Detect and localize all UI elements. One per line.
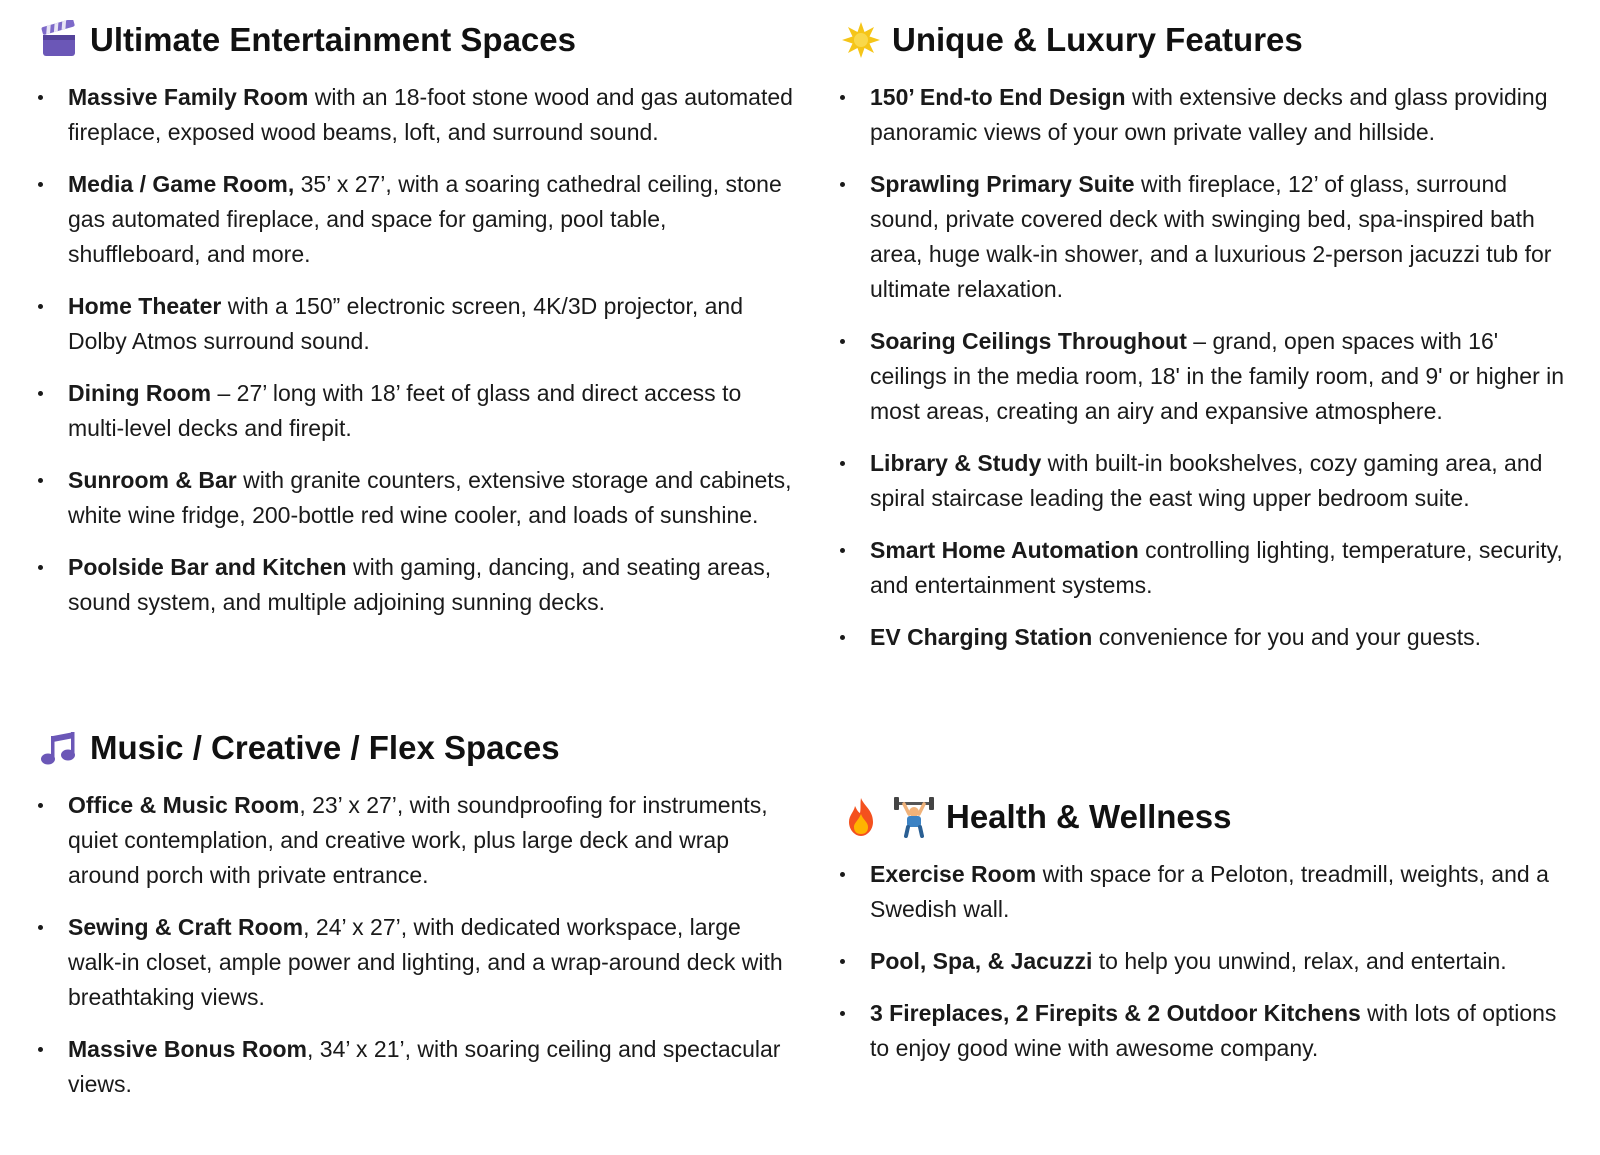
item-description: – 27’ long with 18’ feet of glass and direct access to multi-level decks and firepit. <box>68 380 742 441</box>
item-name: 150’ End-to End Design <box>870 84 1126 110</box>
section-title: Music / Creative / Flex Spaces <box>90 729 560 766</box>
item-description: , 24’ x 27’, with dedicated workspace, large walk-in closet, ample power and lighting, and a wrap-around deck with breathtaking views. <box>68 914 783 1010</box>
list-item <box>840 167 1580 307</box>
section-title: Ultimate Entertainment Spaces <box>90 21 576 58</box>
list-item <box>840 944 1580 979</box>
list-item <box>38 1032 798 1102</box>
section-music <box>38 724 798 1119</box>
list-item <box>840 80 1580 150</box>
section-heading <box>840 16 1580 64</box>
list-item <box>840 533 1580 603</box>
list-item <box>840 620 1580 655</box>
item-description: with gaming, dancing, and seating areas, sound system, and multiple adjoining sunning decks. <box>68 554 772 615</box>
item-description: – grand, open spaces with 16' ceilings in the media room, 18' in the family room, and 9' or higher in most areas, creating an airy and expansive atmosphere. <box>870 328 1565 424</box>
list-item <box>840 324 1580 429</box>
section-title: Unique & Luxury Features <box>892 21 1303 58</box>
item-name: Library & Study <box>870 450 1042 476</box>
section-health <box>840 793 1580 1083</box>
item-description: , 34’ x 21’, with soaring ceiling and spectacular views. <box>68 1036 781 1097</box>
star-burst-icon <box>840 20 882 60</box>
section-entertainment <box>38 16 798 637</box>
item-name: Smart Home Automation <box>870 537 1139 563</box>
item-description: with granite counters, extensive storage and cabinets, white wine fridge, 200-bottle red wine cooler, and loads of sunshine. <box>68 467 792 528</box>
item-list <box>840 857 1580 1066</box>
item-description: to help you unwind, relax, and entertain. <box>1092 948 1507 974</box>
item-name: Sunroom & Bar <box>68 467 237 493</box>
list-item <box>38 910 798 1015</box>
item-name: Massive Family Room <box>68 84 309 110</box>
section-heading <box>840 793 1580 841</box>
section-luxury <box>840 16 1580 672</box>
item-name: Soaring Ceilings Throughout <box>870 328 1187 354</box>
section-heading <box>38 724 798 772</box>
music-notes-icon <box>38 728 80 768</box>
list-item <box>38 80 798 150</box>
list-item <box>38 376 798 446</box>
section-heading <box>38 16 798 64</box>
item-description: with built-in bookshelves, cozy gaming area, and spiral staircase leading the east wing upper bedroom suite. <box>870 450 1543 511</box>
item-description: with a 150” electronic screen, 4K/3D projector, and Dolby Atmos surround sound. <box>68 293 743 354</box>
item-description: with space for a Peloton, treadmill, weights, and a Swedish wall. <box>870 861 1549 922</box>
list-item <box>840 996 1580 1066</box>
list-item <box>38 788 798 893</box>
item-name: Sprawling Primary Suite <box>870 171 1135 197</box>
clapper-board-icon <box>38 20 80 60</box>
item-description: , 23’ x 27’, with soundproofing for instruments, quiet contemplation, and creative work, plus large deck and wrap around porch with private entrance. <box>68 792 768 888</box>
list-item <box>840 857 1580 927</box>
item-description: with extensive decks and glass providing panoramic views of your own private valley and hillside. <box>870 84 1548 145</box>
item-name: Home Theater <box>68 293 222 319</box>
item-list <box>38 788 798 1102</box>
item-name: Massive Bonus Room <box>68 1036 307 1062</box>
item-list <box>38 80 798 620</box>
item-name: Office & Music Room <box>68 792 300 818</box>
item-description: 35’ x 27’, with a soaring cathedral ceiling, stone gas automated fireplace, and space for gaming, pool table, shuffleboard, and more. <box>68 171 782 267</box>
item-description: with fireplace, 12’ of glass, surround sound, private covered deck with swinging bed, spa-inspired bath area, huge walk-in shower, and a luxurious 2-person jacuzzi tub for ultimate relaxation. <box>870 171 1552 302</box>
list-item <box>840 446 1580 516</box>
list-item <box>38 167 798 272</box>
item-name: Pool, Spa, & Jacuzzi <box>870 948 1093 974</box>
item-name: Sewing & Craft Room <box>68 914 304 940</box>
item-name: Media / Game Room, <box>68 171 295 197</box>
item-name: Poolside Bar and Kitchen <box>68 554 347 580</box>
item-description: convenience for you and your guests. <box>1092 624 1482 650</box>
list-item <box>38 463 798 533</box>
item-description: controlling lighting, temperature, security, and entertainment systems. <box>870 537 1563 598</box>
weightlifter-icon <box>892 796 936 838</box>
section-title: Health & Wellness <box>946 798 1232 835</box>
list-item <box>38 289 798 359</box>
item-name: 3 Fireplaces, 2 Firepits & 2 Outdoor Kitchens <box>870 1000 1361 1026</box>
item-name: Exercise Room <box>870 861 1037 887</box>
list-item <box>38 550 798 620</box>
item-name: EV Charging Station <box>870 624 1093 650</box>
fire-icon <box>840 796 882 838</box>
item-description: with lots of options to enjoy good wine with awesome company. <box>870 1000 1557 1061</box>
item-description: with an 18-foot stone wood and gas automated fireplace, exposed wood beams, loft, and surround sound. <box>68 84 793 145</box>
item-name: Dining Room <box>68 380 212 406</box>
item-list <box>840 80 1580 655</box>
